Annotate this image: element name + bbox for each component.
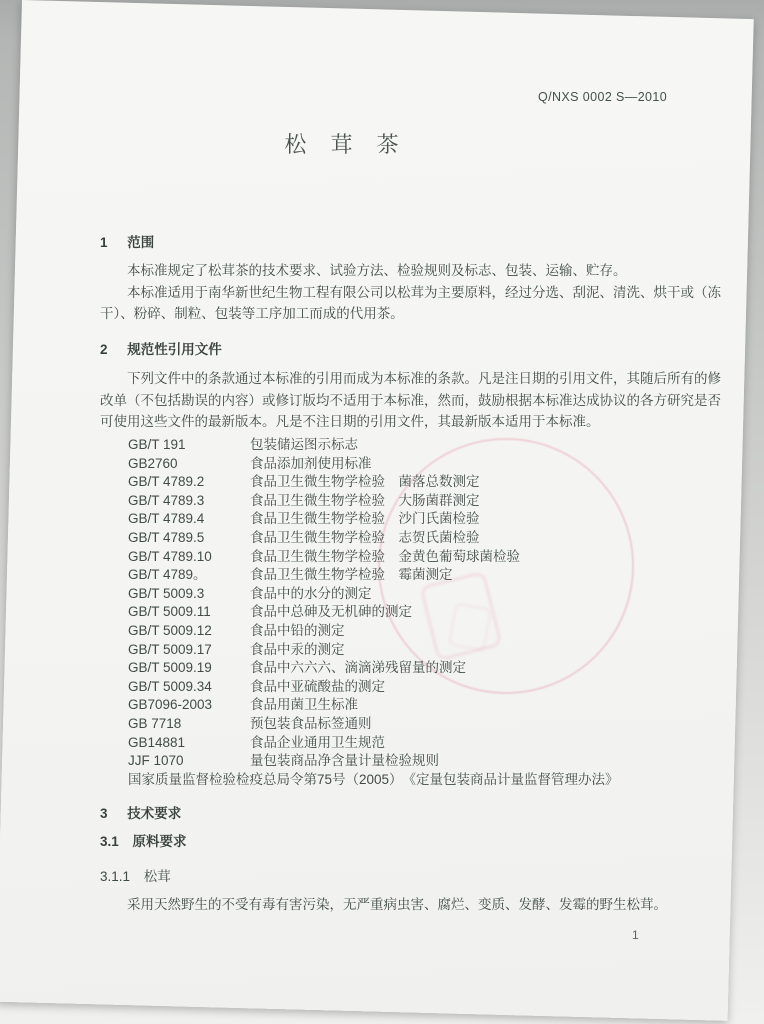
reference-row [128, 622, 728, 641]
references-list [128, 436, 728, 771]
section-3-1-1-body [100, 894, 722, 916]
reference-code: GB/T 4789.4 [128, 511, 205, 527]
reference-code: JJF 1070 [128, 753, 184, 769]
paragraph: 本标准适用于南华新世纪生物工程有限公司以松茸为主要原料，经过分选、刮泥、清洗、烘干或（冻干）、粉碎、制粒、包装等工序加工而成的代用茶。 [100, 284, 721, 321]
reference-row [128, 678, 728, 697]
reference-code: GB/T 5009.12 [128, 622, 212, 638]
reference-code: GB/T 4789.2 [128, 474, 205, 490]
reference-row [128, 529, 728, 548]
reference-code: GB/T 4789.10 [128, 548, 212, 564]
section-3-1-heading [100, 830, 187, 850]
reference-code: GB/T 5009.34 [128, 678, 212, 694]
reference-row [128, 734, 728, 753]
regulation-line: 国家质量监督检验检疫总局令第75号（2005） 《定量包装商品计量监督管理办法》 [128, 772, 619, 787]
section-3-heading [100, 802, 181, 822]
reference-title: 食品卫生微生物学检验 大肠菌群测定 [250, 492, 480, 508]
section-1-body [100, 260, 722, 325]
reference-title: 量包装商品净含量计量检验规则 [250, 753, 439, 769]
reference-title: 食品中六六六、滴滴涕残留量的测定 [250, 660, 466, 676]
reference-title: 食品卫生微生物学检验 金黄色葡萄球菌检验 [250, 548, 520, 564]
section-number: 3.1.1 [100, 869, 131, 884]
reference-title: 食品中亚硫酸盐的测定 [250, 678, 385, 694]
reference-code: GB14881 [128, 734, 186, 750]
reference-row [128, 659, 728, 678]
reference-title: 食品卫生微生物学检验 沙门氏菌检验 [250, 511, 480, 527]
reference-code: GB/T 5009.3 [128, 585, 205, 601]
reference-title: 食品中汞的测定 [250, 641, 345, 657]
reference-code: GB/T 4789.5 [128, 529, 205, 545]
reference-title: 食品卫生微生物学检验 菌落总数测定 [250, 474, 480, 490]
reference-code: GB2760 [128, 455, 178, 471]
section-2-intro [100, 368, 722, 433]
document-title: 松 茸 茶 [284, 132, 408, 157]
reference-title: 食品中铅的测定 [250, 622, 345, 638]
reference-row [128, 641, 728, 660]
reference-row [128, 436, 728, 455]
reference-title: 包装储运图示标志 [250, 437, 358, 452]
section-3-1-1-heading [100, 866, 171, 888]
reference-title: 食品添加剂使用标准 [250, 455, 372, 471]
reference-title: 食品卫生微生物学检验 志贺氏菌检验 [250, 529, 480, 545]
reference-row [128, 548, 728, 567]
section-number: 3 [100, 806, 108, 821]
section-number: 2 [100, 342, 108, 357]
reference-title: 预包装食品标签通则 [250, 715, 372, 731]
reference-row [128, 696, 728, 715]
reference-row [128, 603, 728, 622]
reference-title: 食品卫生微生物学检验 霉菌测定 [250, 567, 453, 583]
reference-code: GB/T 5009.19 [128, 660, 212, 676]
paragraph: 采用天然野生的不受有毒有害污染，无严重病虫害、腐烂、变质、发酵、发霉的野生松茸。 [127, 897, 667, 912]
reference-row [128, 566, 728, 585]
reference-code: GB/T 4789.3 [128, 492, 205, 508]
section-heading-text: 技术要求 [127, 806, 182, 821]
section-heading-text: 范围 [127, 235, 155, 250]
reference-title: 食品企业通用卫生规范 [250, 734, 385, 750]
section-1-heading [100, 231, 154, 251]
paragraph: 下列文件中的条款通过本标准的引用而成为本标准的条款。凡是注日期的引用文件，其随后所有的修改单（不包括勘误的内容）或修订版均不适用于本标准，然而，鼓励根据本标准达成协议的各方研究是否可使用这些文件的最新版本。凡是不注日期的引用文件，其最新版本适用于本标准。 [100, 371, 721, 429]
section-heading-text: 规范性引用文件 [127, 342, 222, 357]
reference-code: GB/T 191 [128, 437, 186, 452]
paragraph: 本标准规定了松茸茶的技术要求、试验方法、检验规则及标志、包装、运输、贮存。 [127, 263, 627, 278]
reference-row [128, 752, 728, 771]
reference-row [128, 492, 728, 511]
section-heading-text: 原料要求 [132, 834, 187, 849]
reference-row [128, 510, 728, 529]
section-number: 3.1 [100, 834, 119, 849]
reference-row [128, 473, 728, 492]
reference-code: GB/T 5009.17 [128, 641, 212, 657]
standard-number: Q/NXS 0002 S—2010 [538, 90, 668, 104]
reference-code: GB 7718 [128, 715, 182, 731]
reference-row [128, 715, 728, 734]
reference-code: GB7096-2003 [128, 697, 213, 713]
section-number: 1 [100, 235, 108, 250]
reference-code: GB/T 4789。 [128, 567, 207, 583]
reference-row [128, 585, 728, 604]
reference-row [128, 455, 728, 474]
reference-title: 食品用菌卫生标准 [250, 697, 358, 713]
reference-title: 食品中总砷及无机砷的测定 [250, 604, 412, 620]
section-heading-text: 松茸 [143, 869, 171, 884]
section-2-heading [100, 338, 222, 358]
reference-code: GB/T 5009.11 [128, 604, 211, 620]
reference-title: 食品中的水分的测定 [250, 585, 372, 601]
page-number: 1 [632, 928, 639, 942]
